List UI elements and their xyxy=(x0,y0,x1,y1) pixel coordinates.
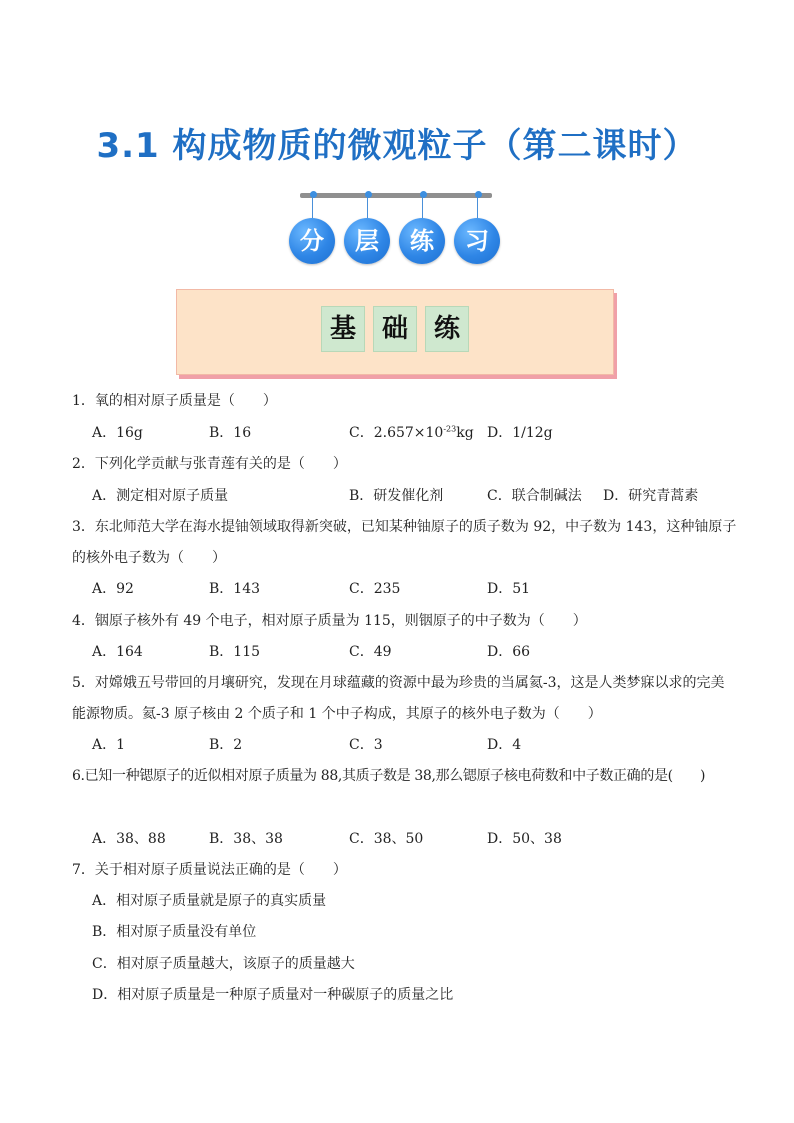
question-5-stem: 5．对嫦娥五号带回的月壤研究，发现在月球蕴藏的资源中最为珍贵的当属氦-3，这是人类梦寐以求的完美 xyxy=(72,675,725,691)
question-5-stem-cont: 能源物质。氦-3 原子核由 2 个质子和 1 个中子构成，其原子的核外电子数为（ ） xyxy=(72,706,602,722)
badge-circle: 练 xyxy=(399,218,445,264)
badge-string xyxy=(367,198,368,218)
q5-option-a: A．1 xyxy=(92,737,126,753)
q4-option-b: B．115 xyxy=(209,644,261,660)
question-6-stem: 6.已知一种锶原子的近似相对原子质量为 88,其质子数是 38,那么锶原子核电荷数和中子数正确的是( ) xyxy=(72,768,706,784)
q1-option-c-unit: kg xyxy=(456,425,474,441)
q4-option-c: C．49 xyxy=(349,644,392,660)
q7-option-a: A．相对原子质量就是原子的真实质量 xyxy=(92,893,327,909)
q3-option-c: C．235 xyxy=(349,581,401,597)
section-banner xyxy=(176,289,614,375)
section-tile: 础 xyxy=(373,306,417,352)
q6-option-d: D．50、38 xyxy=(487,831,562,847)
question-7-stem: 7．关于相对原子质量说法正确的是（ ） xyxy=(72,862,347,878)
q5-option-c: C．3 xyxy=(349,737,383,753)
badge xyxy=(288,196,338,266)
q1-option-c-exponent: -23 xyxy=(443,424,457,434)
q3-option-b: B．143 xyxy=(209,581,261,597)
q3-option-d: D．51 xyxy=(487,581,531,597)
q2-option-a: A．测定相对原子质量 xyxy=(92,488,229,504)
badge-string xyxy=(477,198,478,218)
badge-circle: 分 xyxy=(289,218,335,264)
q2-option-d: D．研究青蒿素 xyxy=(603,488,699,504)
badge-string xyxy=(312,198,313,218)
q1-option-a: A．16g xyxy=(92,425,143,441)
q1-option-d: D．1/12g xyxy=(487,425,553,441)
q3-option-a: A．92 xyxy=(92,581,134,597)
q6-option-a: A．38、88 xyxy=(92,831,166,847)
question-3-stem: 3．东北师范大学在海水提铀领域取得新突破，已知某种铀原子的质子数为 92，中子数为 143，这种铀原子 xyxy=(72,519,737,535)
q5-option-d: D．4 xyxy=(487,737,522,753)
question-4-stem: 4．铟原子核外有 49 个电子，相对原子质量为 115，则铟原子的中子数为（ ） xyxy=(72,613,587,629)
q6-option-c: C．38、50 xyxy=(349,831,424,847)
q2-option-b: B．研发催化剂 xyxy=(349,488,444,504)
q4-option-a: A．164 xyxy=(92,644,143,660)
badge-circle: 习 xyxy=(454,218,500,264)
q7-option-c: C．相对原子质量越大，该原子的质量越大 xyxy=(92,956,355,972)
q4-option-d: D．66 xyxy=(487,644,531,660)
q5-option-b: B．2 xyxy=(209,737,243,753)
tiered-practice-badges xyxy=(288,196,508,266)
q7-option-b: B．相对原子质量没有单位 xyxy=(92,924,257,940)
question-2-stem: 2．下列化学贡献与张青莲有关的是（ ） xyxy=(72,456,347,472)
page-title: 3.1 构成物质的微观粒子（第二课时） xyxy=(96,126,698,166)
q7-option-d: D．相对原子质量是一种原子质量对一种碳原子的质量之比 xyxy=(92,987,454,1003)
section-title xyxy=(177,306,613,354)
q6-option-b: B．38、38 xyxy=(209,831,283,847)
badge xyxy=(343,196,393,266)
badge-string xyxy=(422,198,423,218)
q1-option-c-base: C．2.657×10 xyxy=(349,425,444,441)
q2-option-c: C．联合制碱法 xyxy=(487,488,582,504)
badge xyxy=(453,196,503,266)
question-3-stem-cont: 的核外电子数为（ ） xyxy=(72,550,226,566)
badge-circle: 层 xyxy=(344,218,390,264)
q1-option-b: B．16 xyxy=(209,425,252,441)
section-tile: 练 xyxy=(425,306,469,352)
q1-option-c xyxy=(349,424,474,442)
badge xyxy=(398,196,448,266)
section-tile: 基 xyxy=(321,306,365,352)
question-1-stem: 1．氧的相对原子质量是（ ） xyxy=(72,393,277,409)
